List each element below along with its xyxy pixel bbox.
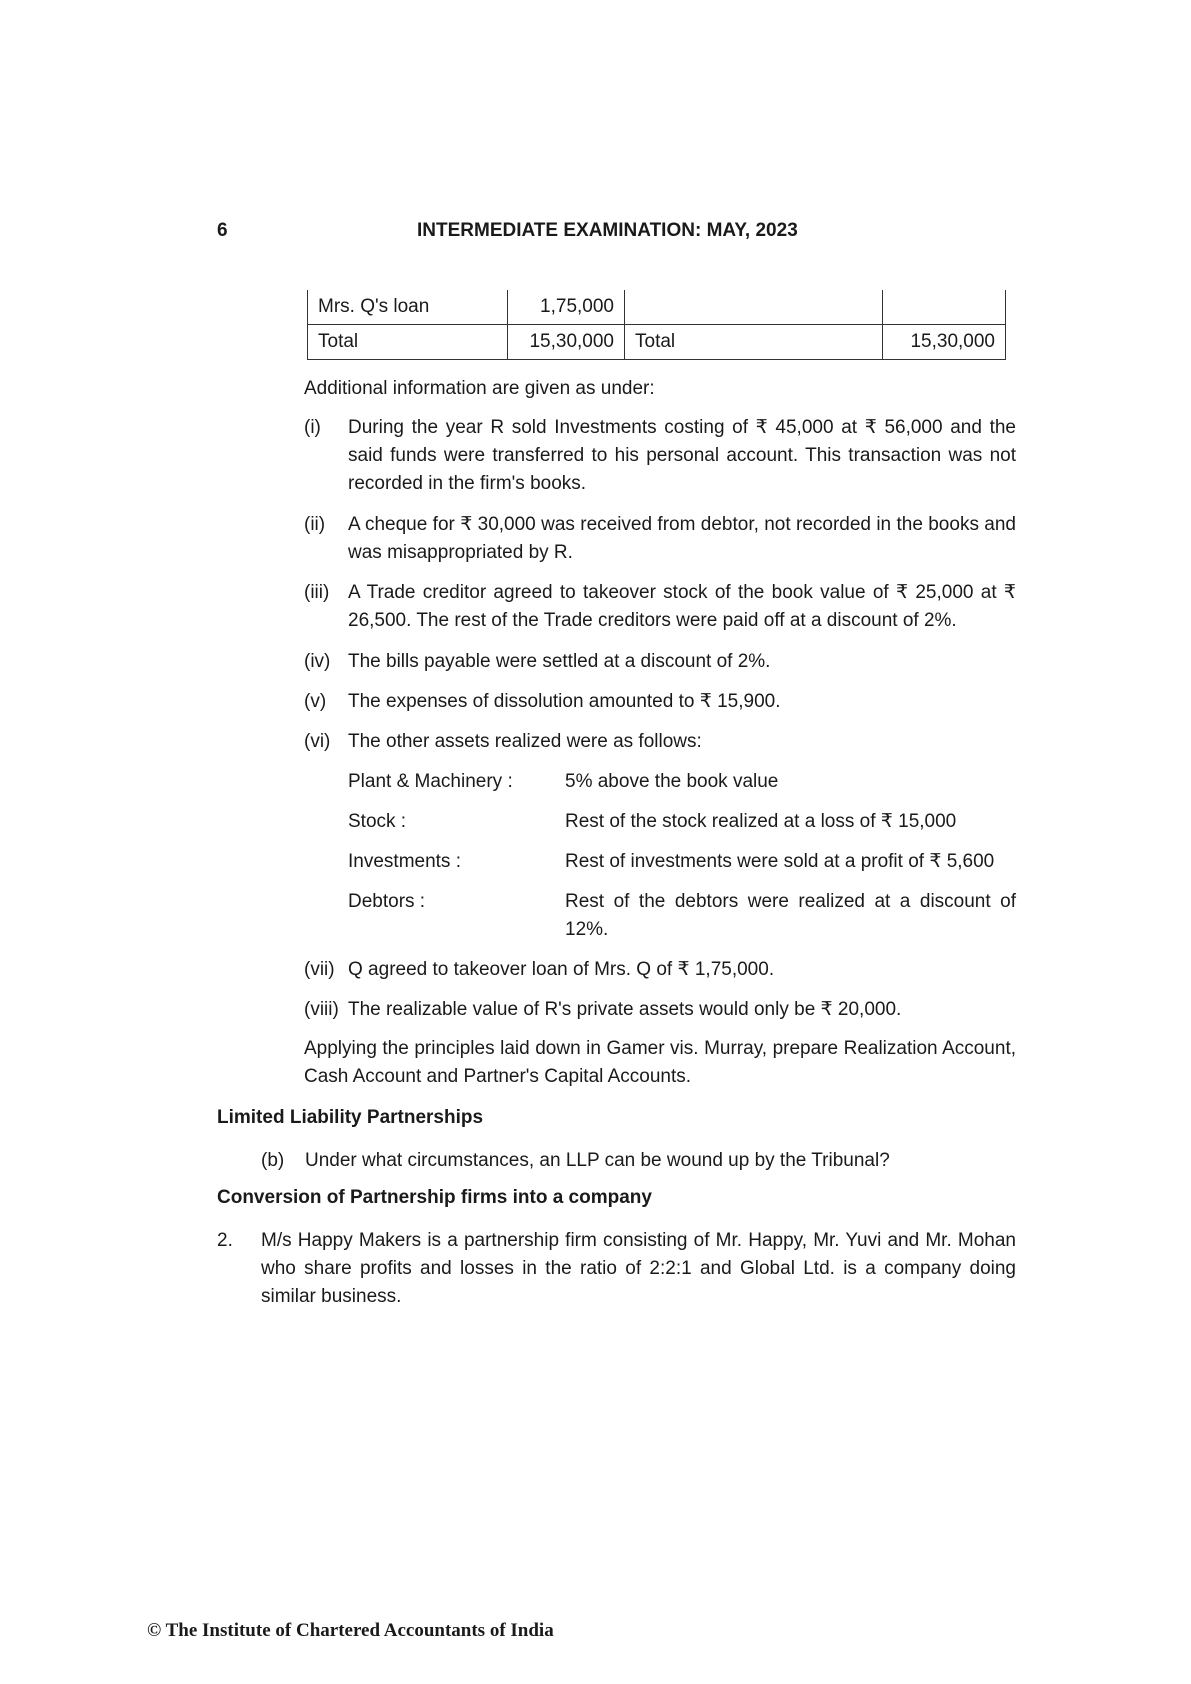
table-cell: Total — [625, 325, 883, 360]
asset-detail: Rest of the debtors were realized at a discount of 12%. — [565, 891, 1016, 940]
realization-row — [348, 768, 1016, 796]
item-text: During the year R sold Investments costing of ₹ 45,000 at ₹ 56,000 and the said funds were transferred to his personal account. This transaction was not recorded in the firm's books. — [348, 417, 1016, 494]
asset-name: Debtors : — [348, 891, 426, 912]
list-item — [304, 996, 1016, 1024]
list-item — [304, 648, 1016, 676]
asset-detail: Rest of the stock realized at a loss of ₹ 15,000 — [565, 811, 957, 832]
item-label: (vii) — [304, 959, 335, 980]
asset-detail: Rest of investments were sold at a profit of ₹ 5,600 — [565, 851, 995, 872]
list-item — [304, 688, 1016, 716]
asset-detail: 5% above the book value — [565, 771, 779, 792]
item-text: Q agreed to takeover loan of Mrs. Q of ₹ 1,75,000. — [348, 959, 775, 980]
item-text: The bills payable were settled at a discount of 2%. — [348, 651, 771, 672]
table-cell: Total — [308, 325, 508, 360]
item-text: The other assets realized were as follows: — [348, 731, 702, 752]
instruction-text: Applying the principles laid down in Gamer vis. Murray, prepare Realization Account, Cash Account and Partner's Capital Accounts. — [304, 1038, 1016, 1087]
realization-row — [348, 848, 1016, 876]
table-row — [308, 325, 1006, 360]
list-item — [304, 511, 1016, 567]
realization-row — [348, 888, 1016, 944]
conversion-question — [217, 1227, 1016, 1311]
item-text: A cheque for ₹ 30,000 was received from debtor, not recorded in the books and was misappropriated by R. — [348, 514, 1016, 563]
asset-name: Investments : — [348, 851, 461, 872]
asset-name: Plant & Machinery : — [348, 771, 513, 792]
balance-sheet-table — [307, 290, 1006, 360]
item-text: A Trade creditor agreed to takeover stock of the book value of ₹ 25,000 at ₹ 26,500. The rest of the Trade creditors were paid off at a discount of 2%. — [348, 582, 1016, 631]
page-title: INTERMEDIATE EXAMINATION: MAY, 2023 — [417, 220, 798, 241]
table-cell — [625, 290, 883, 325]
llp-question — [261, 1147, 1016, 1175]
item-label: (v) — [304, 691, 327, 712]
list-item — [304, 579, 1016, 635]
question-number: 2. — [217, 1230, 233, 1251]
section-heading-conversion: Conversion of Partnership firms into a company — [217, 1187, 652, 1208]
question-text: Under what circumstances, an LLP can be wound up by the Tribunal? — [305, 1150, 890, 1171]
table-cell: 1,75,000 — [508, 290, 625, 325]
item-text: The expenses of dissolution amounted to ₹ 15,900. — [348, 691, 781, 712]
question-text: M/s Happy Makers is a partnership firm consisting of Mr. Happy, Mr. Yuvi and Mr. Mohan who share profits and losses in the ratio of 2:2:1 and Global Ltd. is a company doing similar business. — [261, 1230, 1016, 1307]
section-heading-llp: Limited Liability Partnerships — [217, 1107, 484, 1128]
table-cell: 15,30,000 — [508, 325, 625, 360]
realization-row — [348, 808, 1016, 836]
table-cell: 15,30,000 — [883, 325, 1006, 360]
page-number: 6 — [217, 220, 228, 241]
item-label: (ii) — [304, 514, 326, 535]
table-row — [308, 290, 1006, 325]
item-label: (viii) — [304, 999, 339, 1020]
item-text: The realizable value of R's private assets would only be ₹ 20,000. — [348, 999, 902, 1020]
table-cell — [883, 290, 1006, 325]
footer-copyright: © The Institute of Chartered Accountants of India — [147, 1620, 554, 1641]
intro-text: Additional information are given as under: — [304, 378, 655, 399]
item-label: (iii) — [304, 582, 330, 603]
table-cell: Mrs. Q's loan — [308, 290, 508, 325]
list-item — [304, 414, 1016, 498]
question-label: (b) — [261, 1150, 285, 1171]
item-label: (iv) — [304, 651, 331, 672]
list-item — [304, 728, 1016, 756]
item-label: (i) — [304, 417, 321, 438]
asset-name: Stock : — [348, 811, 407, 832]
item-label: (vi) — [304, 731, 331, 752]
list-item — [304, 956, 1016, 984]
